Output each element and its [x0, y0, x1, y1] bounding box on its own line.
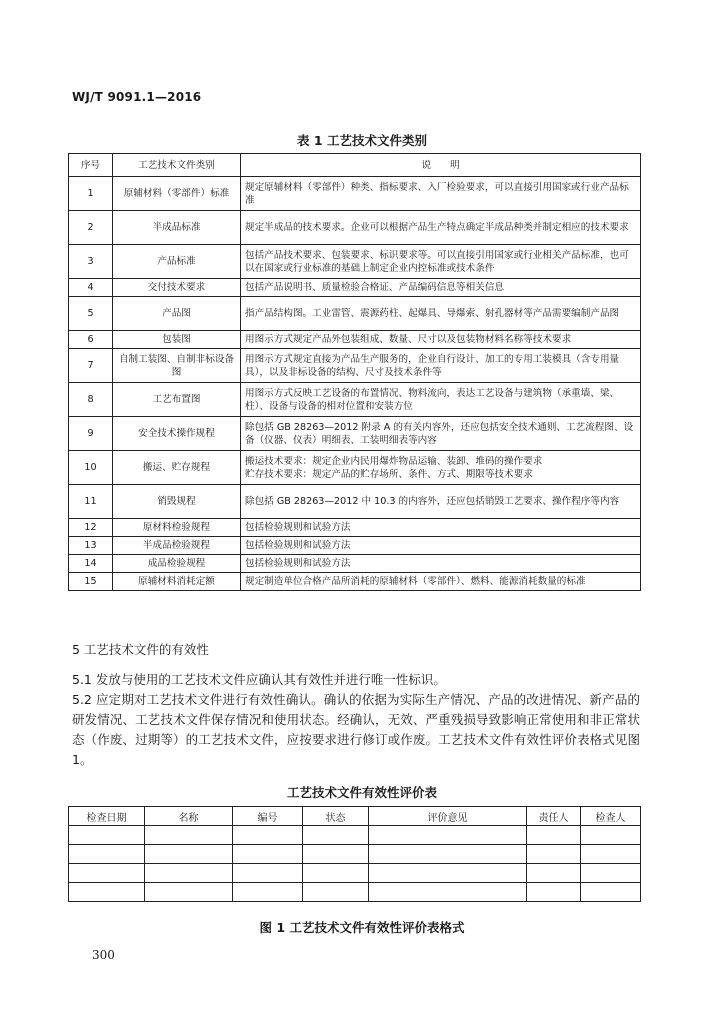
empty-cell: [303, 883, 369, 902]
category-cell: 自制工装图、自制非标设备图: [113, 349, 241, 383]
empty-cell: [527, 864, 581, 883]
description-cell: 搬运技术要求：规定企业内民用爆炸物品运输、装卸、堆码的操作要求 贮存技术要求：规定产品的贮存场所、条件、方式、期限等技术要求: [241, 451, 641, 485]
description-cell: 除包括 GB 28263—2012 附录 A 的有关内容外，还应包括安全技术通则、工艺流程图、设备（仪器、仪表）明细表、工装明细表等内容: [241, 417, 641, 451]
category-cell: 半成品标准: [113, 211, 241, 245]
description-cell: 包括产品说明书、质量检验合格证、产品编码信息等相关信息: [241, 279, 641, 297]
description-cell: 规定半成品的技术要求。企业可以根据产品生产特点确定半成品种类并制定相应的技术要求: [241, 211, 641, 245]
table-row: [69, 297, 641, 331]
empty-cell: [69, 864, 145, 883]
row-number-cell: 13: [69, 537, 113, 555]
paragraph-5-2: 5.2 应定期对工艺技术文件进行有效性确认。确认的依据为实际生产情况、产品的改进情况、新产品的研发情况、工艺技术文件保存情况和使用状态。经确认，无效、严重残损导致影响正常使用和非正常状态（作废、过期等）的工艺技术文件，应按要求进行修订或作废。工艺技术文件有效性评价表格式见图 1。: [72, 692, 640, 767]
table-row: [69, 177, 641, 211]
header-cell: 检查日期: [69, 807, 145, 826]
empty-cell: [233, 864, 303, 883]
empty-cell: [303, 826, 369, 845]
validity-evaluation-table: [68, 806, 641, 902]
empty-cell: [233, 845, 303, 864]
evaluation-table-title: 工艺技术文件有效性评价表: [286, 785, 437, 800]
figure-1-caption: 图 1 工艺技术文件有效性评价表格式: [259, 920, 465, 935]
empty-cell: [69, 826, 145, 845]
header-cell: 状态: [303, 807, 369, 826]
description-cell: 包括检验规则和试验方法: [241, 555, 641, 573]
table-header-row: [69, 807, 641, 826]
empty-cell: [369, 864, 527, 883]
header-cell: 名称: [145, 807, 233, 826]
empty-cell: [233, 883, 303, 902]
empty-cell: [145, 883, 233, 902]
category-cell: 包装图: [113, 331, 241, 349]
description-cell: 指产品结构图。工业雷管、震源药柱、起爆具、导爆索、射孔器材等产品需要编制产品图: [241, 297, 641, 331]
row-number-cell: 1: [69, 177, 113, 211]
row-number-cell: 7: [69, 349, 113, 383]
description-cell: 除包括 GB 28263—2012 中 10.3 的内容外，还应包括销毁工艺要求、操作程序等内容: [241, 485, 641, 519]
paragraph-5-1: 5.1 发放与使用的工艺技术文件应确认其有效性并进行唯一性标识。: [72, 672, 446, 687]
header-cell: 责任人: [527, 807, 581, 826]
row-number-cell: 2: [69, 211, 113, 245]
empty-cell: [69, 883, 145, 902]
row-number-cell: 4: [69, 279, 113, 297]
description-cell: 包括检验规则和试验方法: [241, 519, 641, 537]
category-cell: 安全技术操作规程: [113, 417, 241, 451]
table-header-row: [69, 154, 641, 177]
category-cell: 工艺布置图: [113, 383, 241, 417]
empty-cell: [369, 883, 527, 902]
table-row: [69, 485, 641, 519]
header-cell: 序号: [69, 154, 113, 177]
empty-cell: [69, 845, 145, 864]
category-cell: 原材料检验规程: [113, 519, 241, 537]
category-cell: 搬运、贮存规程: [113, 451, 241, 485]
row-number-cell: 11: [69, 485, 113, 519]
category-cell: 半成品检验规程: [113, 537, 241, 555]
process-document-category-table: [68, 153, 641, 591]
empty-cell: [303, 864, 369, 883]
table-row: [69, 245, 641, 279]
description-cell: 规定制造单位合格产品所消耗的原辅材料（零部件）、燃料、能源消耗数量的标准: [241, 573, 641, 591]
page-number: 300: [92, 948, 115, 962]
empty-cell: [581, 864, 641, 883]
category-cell: 产品图: [113, 297, 241, 331]
empty-cell: [145, 826, 233, 845]
row-number-cell: 3: [69, 245, 113, 279]
row-number-cell: 8: [69, 383, 113, 417]
table-row: [69, 573, 641, 591]
empty-cell: [145, 845, 233, 864]
table-row: [69, 537, 641, 555]
category-cell: 产品标准: [113, 245, 241, 279]
description-cell: 规定原辅材料（零部件）种类、指标要求、入厂检验要求，可以直接引用国家或行业产品标准: [241, 177, 641, 211]
description-cell: 用图示方式规定产品外包装组成、数量、尺寸以及包装物材料名称等技术要求: [241, 331, 641, 349]
empty-cell: [303, 845, 369, 864]
table-row: [69, 279, 641, 297]
row-number-cell: 5: [69, 297, 113, 331]
empty-cell: [581, 883, 641, 902]
empty-cell: [145, 864, 233, 883]
empty-cell: [369, 826, 527, 845]
empty-cell: [233, 826, 303, 845]
category-cell: 交付技术要求: [113, 279, 241, 297]
table-row: [69, 883, 641, 902]
header-cell: 检查人: [581, 807, 641, 826]
table-row: [69, 826, 641, 845]
empty-cell: [581, 845, 641, 864]
category-cell: 原辅材料消耗定额: [113, 573, 241, 591]
description-cell: 包括产品技术要求、包装要求、标识要求等。可以直接引用国家或行业相关产品标准，也可以在国家或行业标准的基础上制定企业内控标准或技术条件: [241, 245, 641, 279]
empty-cell: [369, 845, 527, 864]
category-cell: 原辅材料（零部件）标准: [113, 177, 241, 211]
row-number-cell: 15: [69, 573, 113, 591]
table-row: [69, 349, 641, 383]
category-cell: 销毁规程: [113, 485, 241, 519]
empty-cell: [527, 883, 581, 902]
table-row: [69, 519, 641, 537]
row-number-cell: 10: [69, 451, 113, 485]
row-number-cell: 12: [69, 519, 113, 537]
header-cell: 评价意见: [369, 807, 527, 826]
table-row: [69, 417, 641, 451]
header-cell: 说 明: [241, 154, 641, 177]
description-cell: 用图示方式反映工艺设备的布置情况、物料流向，表达工艺设备与建筑物（承重墙、梁、柱）、设备与设备的相对位置和安装方位: [241, 383, 641, 417]
row-number-cell: 9: [69, 417, 113, 451]
table-row: [69, 845, 641, 864]
row-number-cell: 6: [69, 331, 113, 349]
table-row: [69, 451, 641, 485]
row-number-cell: 14: [69, 555, 113, 573]
table-row: [69, 331, 641, 349]
empty-cell: [527, 826, 581, 845]
empty-cell: [581, 826, 641, 845]
header-cell: 工艺技术文件类别: [113, 154, 241, 177]
table-row: [69, 555, 641, 573]
table-row: [69, 211, 641, 245]
description-cell: 用图示方式规定直接为产品生产服务的，企业自行设计、加工的专用工装模具（含专用量具），以及非标设备的结构、尺寸及技术条件等: [241, 349, 641, 383]
section-5-heading: 5 工艺技术文件的有效性: [72, 642, 209, 657]
category-cell: 成品检验规程: [113, 555, 241, 573]
table1-caption: 表 1 工艺技术文件类别: [297, 133, 427, 148]
table-row: [69, 383, 641, 417]
description-cell: 包括检验规则和试验方法: [241, 537, 641, 555]
empty-cell: [527, 845, 581, 864]
table-row: [69, 864, 641, 883]
document-code: WJ/T 9091.1—2016: [72, 90, 202, 104]
header-cell: 编号: [233, 807, 303, 826]
